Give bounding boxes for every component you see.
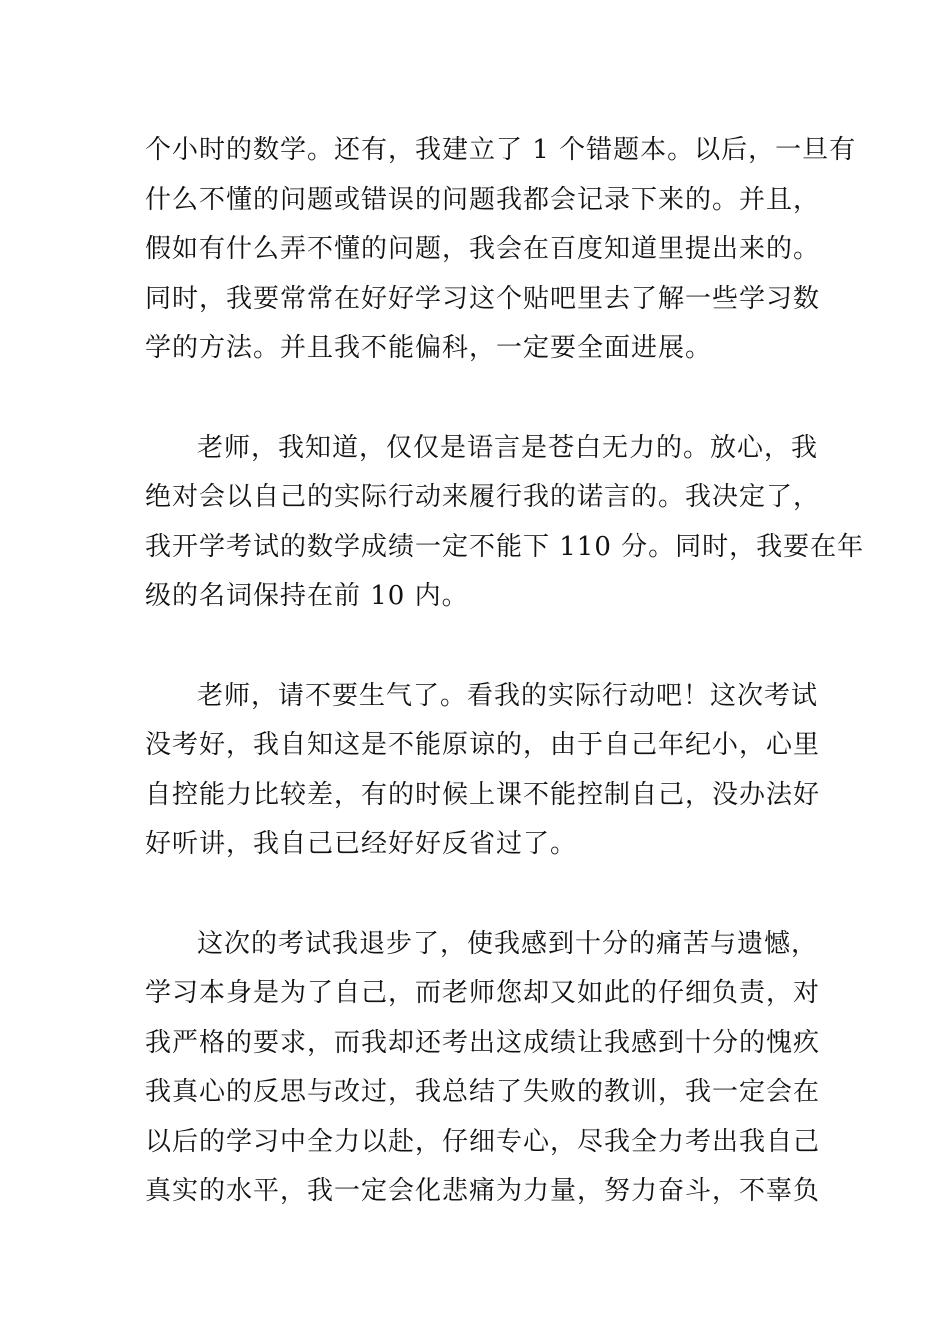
text-line: 以后的学习中全力以赴，仔细专心，尽我全力考出我自己 xyxy=(145,1127,821,1157)
text-line: 没考好，我自知这是不能原谅的，由于自己年纪小，心里 xyxy=(145,730,821,760)
paragraph-first-line: 老师，我知道，仅仅是语言是苍白无力的。放心，我 xyxy=(197,433,819,463)
text-line: 个小时的数学。还有，我建立了 1 个错题本。以后，一旦有 xyxy=(145,135,857,165)
paragraph-first-line: 老师，请不要生气了。看我的实际行动吧！这次考试 xyxy=(197,681,819,711)
text-line: 自控能力比较差，有的时候上课不能控制自己，没办法好 xyxy=(145,780,821,810)
text-line: 我严格的要求，而我却还考出这成绩让我感到十分的愧疚 xyxy=(145,1028,821,1058)
text-line: 学的方法。并且我不能偏科，一定要全面进展。 xyxy=(145,333,713,363)
text-line: 我真心的反思与改过，我总结了失败的教训，我一定会在 xyxy=(145,1077,821,1107)
text-line: 什么不懂的问题或错误的问题我都会记录下来的。并且， xyxy=(145,185,821,215)
paragraph-first-line: 这次的考试我退步了，使我感到十分的痛苦与遗憾， xyxy=(197,929,819,959)
text-line: 假如有什么弄不懂的问题，我会在百度知道里提出来的。 xyxy=(145,234,821,264)
text-line: 级的名词保持在前 10 内。 xyxy=(145,581,469,611)
text-line: 绝对会以自己的实际行动来履行我的诺言的。我决定了， xyxy=(145,482,821,512)
text-line: 真实的水平，我一定会化悲痛为力量，努力奋斗，不辜负 xyxy=(145,1176,821,1206)
text-line: 好听讲，我自己已经好好反省过了。 xyxy=(145,829,578,859)
text-line: 同时，我要常常在好好学习这个贴吧里去了解一些学习数 xyxy=(145,284,821,314)
text-line: 我开学考试的数学成绩一定不能下 110 分。同时，我要在年 xyxy=(145,532,865,562)
text-line: 学习本身是为了自己，而老师您却又如此的仔细负责，对 xyxy=(145,978,821,1008)
